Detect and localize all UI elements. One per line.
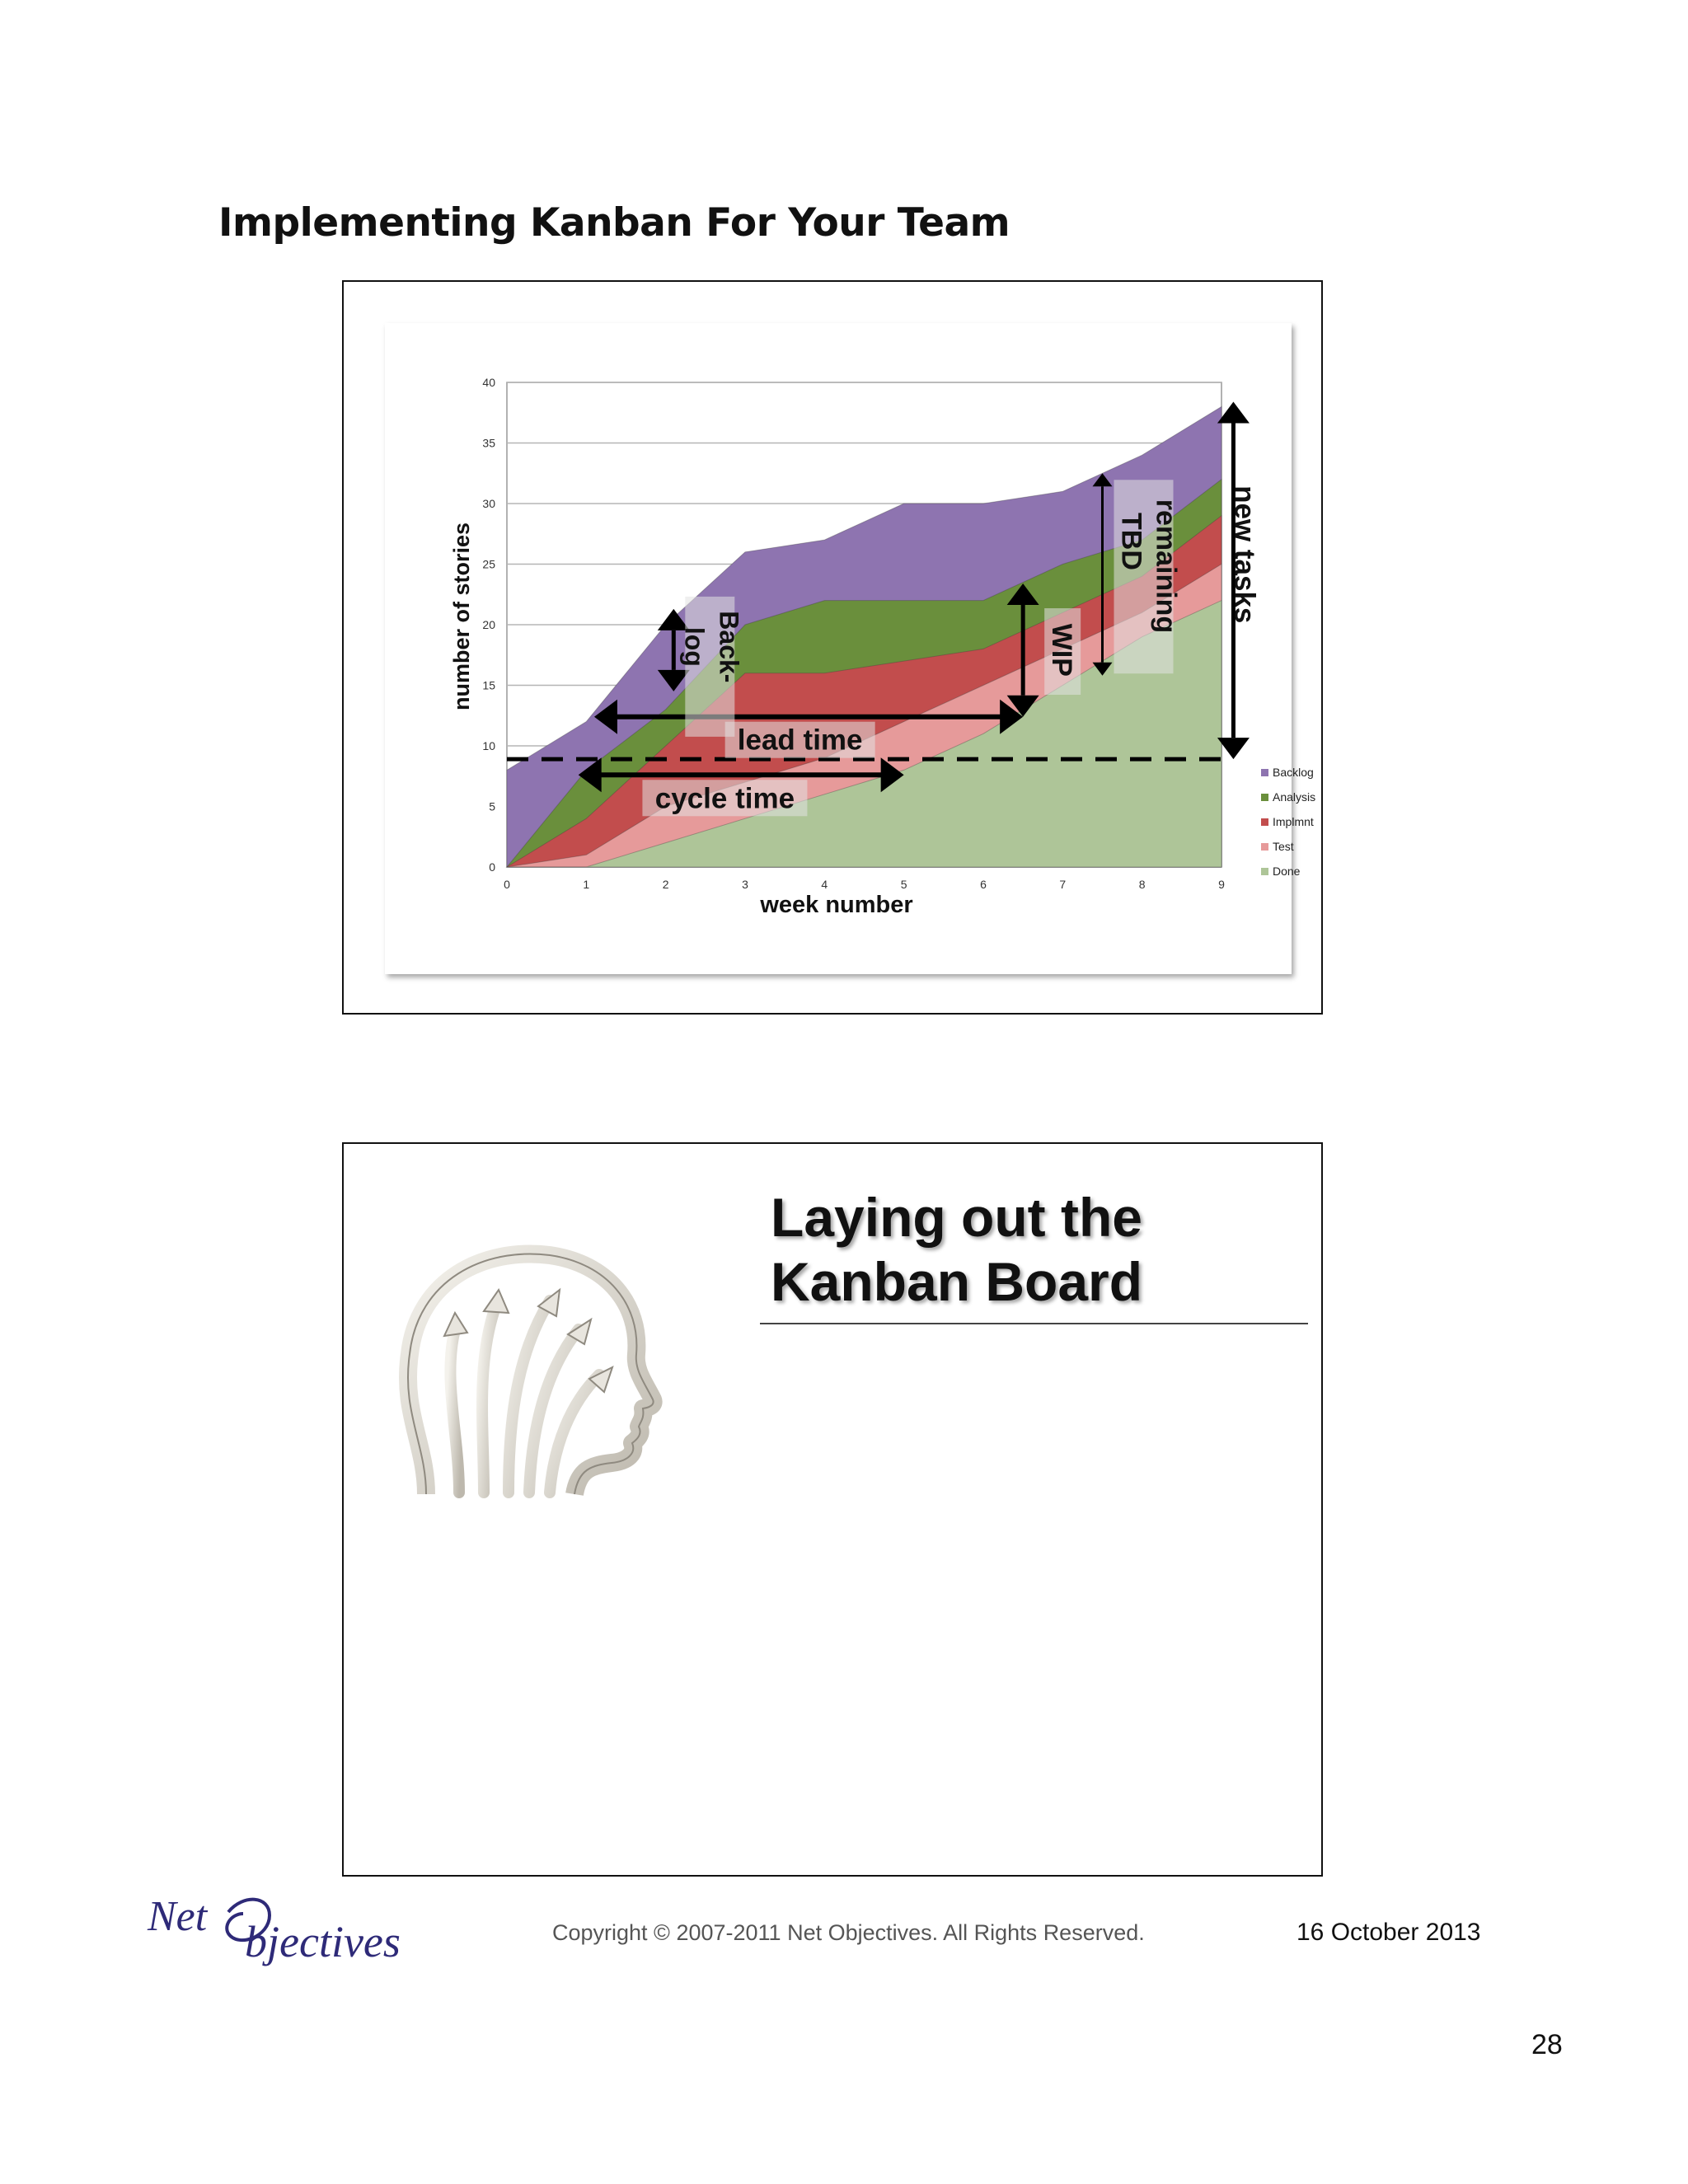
y-tick-label: 30: [482, 497, 495, 510]
label-backlog-line1: Back-: [714, 611, 744, 683]
x-tick-label: 8: [1138, 878, 1146, 891]
net-objectives-logo: [146, 1889, 418, 1984]
slide-title-line-2: Kanban Board: [771, 1251, 1143, 1312]
x-tick-label: 6: [980, 878, 987, 891]
y-tick-label: 10: [482, 739, 495, 752]
title-divider: [760, 1323, 1308, 1324]
x-tick-label: 7: [1059, 878, 1067, 891]
y-tick-label: 15: [482, 678, 495, 692]
label-remaining: remaining: [1150, 499, 1182, 634]
legend-swatch-backlog: [1261, 769, 1268, 776]
label-tbd: TBD: [1115, 513, 1147, 570]
page-number: 28: [1531, 2029, 1563, 2060]
cumulative-flow-chart: [385, 323, 1316, 974]
legend-swatch-done: [1261, 868, 1268, 875]
x-tick-label: 1: [583, 878, 590, 891]
label-lead-time: lead time: [737, 724, 863, 757]
logo-text-suffix: bjectives: [245, 1917, 401, 1966]
chart-card: [385, 323, 1316, 974]
arrowhead-newtasks-top: [1217, 402, 1250, 424]
y-tick-label: 5: [489, 799, 495, 813]
legend-label-analysis: Analysis: [1273, 790, 1316, 804]
slide-kanban-board: [342, 1142, 1323, 1877]
x-tick-label: 2: [662, 878, 669, 891]
slide-cumulative-flow: [342, 280, 1323, 1015]
label-backlog-line2: log: [679, 626, 710, 667]
legend-label-done: Done: [1273, 865, 1301, 878]
logo-text-prefix: Net: [148, 1893, 208, 1940]
arrowhead-newtasks-bottom: [1217, 738, 1250, 759]
label-new-tasks: new tasks: [1228, 485, 1261, 624]
x-tick-label: 9: [1218, 878, 1225, 891]
page-heading: Implementing Kanban For Your Team: [218, 200, 1010, 246]
y-axis-label: number of stories: [449, 522, 474, 711]
x-tick-label: 3: [742, 878, 748, 891]
slide-title-line-1: Laying out the: [771, 1187, 1142, 1248]
footer-date: 16 October 2013: [1296, 1919, 1481, 1946]
head-arrows-icon: [393, 1230, 665, 1507]
y-tick-label: 35: [482, 436, 495, 450]
y-tick-label: 20: [482, 618, 495, 631]
footer-copyright: Copyright © 2007-2011 Net Objectives. All Rights Reserved.: [552, 1920, 1145, 1945]
x-tick-label: 4: [821, 878, 828, 891]
x-tick-label: 5: [900, 878, 907, 891]
slide-title: [771, 1185, 1142, 1314]
legend-swatch-analysis: [1261, 794, 1268, 801]
y-tick-label: 40: [482, 376, 495, 389]
legend-swatch-implmnt: [1261, 818, 1268, 826]
legend: [1261, 766, 1315, 878]
legend-label-test: Test: [1273, 840, 1294, 853]
legend-label-implmnt: Implmnt: [1273, 815, 1314, 828]
y-tick-label: 0: [489, 860, 495, 874]
y-tick-label: 25: [482, 557, 495, 571]
legend-label-backlog: Backlog: [1273, 766, 1314, 779]
legend-swatch-test: [1261, 843, 1268, 851]
x-axis-label: week number: [760, 892, 913, 918]
label-wip: WIP: [1046, 623, 1078, 677]
x-tick-label: 0: [504, 878, 510, 891]
label-cycle-time: cycle time: [654, 782, 795, 815]
